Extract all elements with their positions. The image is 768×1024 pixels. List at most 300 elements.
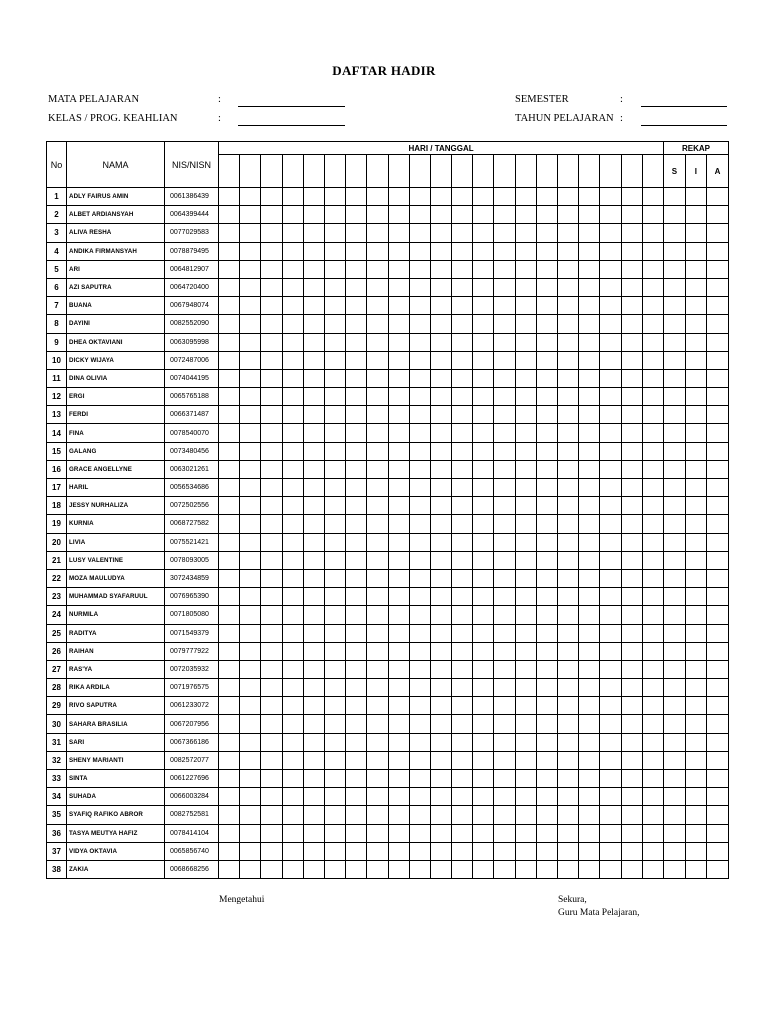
attendance-cell[interactable]: [367, 660, 388, 678]
attendance-cell[interactable]: [219, 206, 240, 224]
attendance-cell[interactable]: [515, 660, 536, 678]
rekap-cell[interactable]: [707, 406, 729, 424]
attendance-cell[interactable]: [261, 806, 282, 824]
attendance-cell[interactable]: [388, 842, 409, 860]
attendance-cell[interactable]: [558, 278, 579, 296]
rekap-cell[interactable]: [685, 206, 707, 224]
day-header-cell[interactable]: [642, 155, 663, 188]
attendance-cell[interactable]: [388, 770, 409, 788]
attendance-cell[interactable]: [452, 315, 473, 333]
attendance-cell[interactable]: [579, 224, 600, 242]
attendance-cell[interactable]: [430, 860, 451, 878]
attendance-cell[interactable]: [452, 770, 473, 788]
rekap-cell[interactable]: [707, 460, 729, 478]
attendance-cell[interactable]: [324, 770, 345, 788]
attendance-cell[interactable]: [600, 224, 621, 242]
attendance-cell[interactable]: [219, 442, 240, 460]
attendance-cell[interactable]: [473, 424, 494, 442]
attendance-cell[interactable]: [303, 369, 324, 387]
attendance-cell[interactable]: [642, 660, 663, 678]
attendance-cell[interactable]: [388, 369, 409, 387]
attendance-cell[interactable]: [642, 788, 663, 806]
rekap-cell[interactable]: [707, 206, 729, 224]
attendance-cell[interactable]: [473, 715, 494, 733]
attendance-cell[interactable]: [536, 260, 557, 278]
attendance-cell[interactable]: [452, 497, 473, 515]
rekap-cell[interactable]: [707, 278, 729, 296]
attendance-cell[interactable]: [219, 606, 240, 624]
attendance-cell[interactable]: [430, 642, 451, 660]
attendance-cell[interactable]: [579, 751, 600, 769]
attendance-cell[interactable]: [324, 806, 345, 824]
attendance-cell[interactable]: [642, 606, 663, 624]
attendance-cell[interactable]: [494, 606, 515, 624]
attendance-cell[interactable]: [473, 442, 494, 460]
attendance-cell[interactable]: [346, 406, 367, 424]
rekap-cell[interactable]: [685, 660, 707, 678]
attendance-cell[interactable]: [600, 497, 621, 515]
attendance-cell[interactable]: [579, 842, 600, 860]
attendance-cell[interactable]: [430, 388, 451, 406]
rekap-cell[interactable]: [664, 224, 686, 242]
rekap-cell[interactable]: [664, 278, 686, 296]
attendance-cell[interactable]: [219, 497, 240, 515]
attendance-cell[interactable]: [303, 515, 324, 533]
attendance-cell[interactable]: [282, 260, 303, 278]
attendance-cell[interactable]: [452, 642, 473, 660]
attendance-cell[interactable]: [600, 388, 621, 406]
attendance-cell[interactable]: [536, 442, 557, 460]
attendance-cell[interactable]: [430, 460, 451, 478]
attendance-cell[interactable]: [494, 860, 515, 878]
attendance-cell[interactable]: [388, 588, 409, 606]
rekap-cell[interactable]: [664, 824, 686, 842]
attendance-cell[interactable]: [452, 679, 473, 697]
attendance-cell[interactable]: [452, 278, 473, 296]
attendance-cell[interactable]: [621, 788, 642, 806]
attendance-cell[interactable]: [642, 770, 663, 788]
attendance-cell[interactable]: [600, 297, 621, 315]
attendance-cell[interactable]: [579, 424, 600, 442]
rekap-cell[interactable]: [707, 606, 729, 624]
attendance-cell[interactable]: [536, 660, 557, 678]
attendance-cell[interactable]: [515, 333, 536, 351]
attendance-cell[interactable]: [240, 824, 261, 842]
attendance-cell[interactable]: [642, 260, 663, 278]
attendance-cell[interactable]: [261, 788, 282, 806]
attendance-cell[interactable]: [388, 624, 409, 642]
attendance-cell[interactable]: [282, 842, 303, 860]
rekap-cell[interactable]: [685, 242, 707, 260]
attendance-cell[interactable]: [473, 260, 494, 278]
attendance-cell[interactable]: [621, 206, 642, 224]
attendance-cell[interactable]: [515, 806, 536, 824]
attendance-cell[interactable]: [303, 406, 324, 424]
attendance-cell[interactable]: [282, 733, 303, 751]
rekap-cell[interactable]: [707, 569, 729, 587]
attendance-cell[interactable]: [600, 588, 621, 606]
rekap-cell[interactable]: [685, 351, 707, 369]
attendance-cell[interactable]: [324, 260, 345, 278]
attendance-cell[interactable]: [346, 533, 367, 551]
attendance-cell[interactable]: [388, 479, 409, 497]
attendance-cell[interactable]: [642, 406, 663, 424]
attendance-cell[interactable]: [579, 515, 600, 533]
attendance-cell[interactable]: [558, 569, 579, 587]
attendance-cell[interactable]: [473, 660, 494, 678]
attendance-cell[interactable]: [600, 788, 621, 806]
attendance-cell[interactable]: [388, 824, 409, 842]
attendance-cell[interactable]: [346, 333, 367, 351]
rekap-cell[interactable]: [664, 569, 686, 587]
attendance-cell[interactable]: [430, 624, 451, 642]
attendance-cell[interactable]: [473, 351, 494, 369]
rekap-cell[interactable]: [664, 206, 686, 224]
attendance-cell[interactable]: [600, 697, 621, 715]
attendance-cell[interactable]: [346, 479, 367, 497]
attendance-cell[interactable]: [303, 733, 324, 751]
attendance-cell[interactable]: [494, 806, 515, 824]
rekap-cell[interactable]: [664, 842, 686, 860]
attendance-cell[interactable]: [515, 479, 536, 497]
attendance-cell[interactable]: [346, 206, 367, 224]
attendance-cell[interactable]: [452, 442, 473, 460]
attendance-cell[interactable]: [282, 242, 303, 260]
rekap-cell[interactable]: [707, 715, 729, 733]
rekap-cell[interactable]: [685, 278, 707, 296]
attendance-cell[interactable]: [430, 406, 451, 424]
attendance-cell[interactable]: [303, 206, 324, 224]
attendance-cell[interactable]: [324, 515, 345, 533]
attendance-cell[interactable]: [494, 751, 515, 769]
attendance-cell[interactable]: [282, 697, 303, 715]
attendance-cell[interactable]: [558, 388, 579, 406]
attendance-cell[interactable]: [388, 860, 409, 878]
attendance-cell[interactable]: [536, 278, 557, 296]
attendance-cell[interactable]: [600, 606, 621, 624]
day-header-cell[interactable]: [600, 155, 621, 188]
attendance-cell[interactable]: [240, 188, 261, 206]
attendance-cell[interactable]: [621, 751, 642, 769]
attendance-cell[interactable]: [282, 479, 303, 497]
rekap-cell[interactable]: [707, 333, 729, 351]
attendance-cell[interactable]: [430, 188, 451, 206]
attendance-cell[interactable]: [473, 551, 494, 569]
attendance-cell[interactable]: [409, 642, 430, 660]
attendance-cell[interactable]: [219, 679, 240, 697]
attendance-cell[interactable]: [240, 278, 261, 296]
attendance-cell[interactable]: [303, 679, 324, 697]
attendance-cell[interactable]: [409, 715, 430, 733]
attendance-cell[interactable]: [642, 715, 663, 733]
attendance-cell[interactable]: [430, 424, 451, 442]
attendance-cell[interactable]: [261, 460, 282, 478]
attendance-cell[interactable]: [240, 497, 261, 515]
attendance-cell[interactable]: [579, 260, 600, 278]
rekap-cell[interactable]: [707, 697, 729, 715]
rekap-cell[interactable]: [664, 479, 686, 497]
attendance-cell[interactable]: [388, 733, 409, 751]
attendance-cell[interactable]: [473, 206, 494, 224]
attendance-cell[interactable]: [600, 751, 621, 769]
attendance-cell[interactable]: [515, 297, 536, 315]
attendance-cell[interactable]: [642, 515, 663, 533]
attendance-cell[interactable]: [558, 788, 579, 806]
attendance-cell[interactable]: [367, 788, 388, 806]
day-header-cell[interactable]: [621, 155, 642, 188]
attendance-cell[interactable]: [515, 278, 536, 296]
attendance-cell[interactable]: [558, 551, 579, 569]
attendance-cell[interactable]: [558, 860, 579, 878]
attendance-cell[interactable]: [515, 515, 536, 533]
attendance-cell[interactable]: [600, 715, 621, 733]
attendance-cell[interactable]: [430, 315, 451, 333]
attendance-cell[interactable]: [219, 770, 240, 788]
attendance-cell[interactable]: [494, 406, 515, 424]
attendance-cell[interactable]: [579, 442, 600, 460]
attendance-cell[interactable]: [219, 715, 240, 733]
attendance-cell[interactable]: [430, 751, 451, 769]
attendance-cell[interactable]: [409, 460, 430, 478]
attendance-cell[interactable]: [600, 242, 621, 260]
attendance-cell[interactable]: [367, 715, 388, 733]
attendance-cell[interactable]: [240, 479, 261, 497]
attendance-cell[interactable]: [473, 860, 494, 878]
attendance-cell[interactable]: [642, 642, 663, 660]
attendance-cell[interactable]: [536, 715, 557, 733]
day-header-cell[interactable]: [430, 155, 451, 188]
rekap-cell[interactable]: [685, 733, 707, 751]
attendance-cell[interactable]: [430, 333, 451, 351]
attendance-cell[interactable]: [346, 733, 367, 751]
attendance-cell[interactable]: [473, 242, 494, 260]
attendance-cell[interactable]: [240, 842, 261, 860]
attendance-cell[interactable]: [579, 479, 600, 497]
attendance-cell[interactable]: [261, 679, 282, 697]
day-header-cell[interactable]: [240, 155, 261, 188]
attendance-cell[interactable]: [346, 679, 367, 697]
attendance-cell[interactable]: [219, 642, 240, 660]
attendance-cell[interactable]: [621, 297, 642, 315]
attendance-cell[interactable]: [261, 351, 282, 369]
attendance-cell[interactable]: [579, 679, 600, 697]
attendance-cell[interactable]: [324, 733, 345, 751]
attendance-cell[interactable]: [579, 333, 600, 351]
rekap-cell[interactable]: [664, 660, 686, 678]
attendance-cell[interactable]: [430, 588, 451, 606]
attendance-cell[interactable]: [558, 351, 579, 369]
attendance-cell[interactable]: [261, 260, 282, 278]
attendance-cell[interactable]: [536, 533, 557, 551]
attendance-cell[interactable]: [303, 188, 324, 206]
rekap-cell[interactable]: [664, 460, 686, 478]
attendance-cell[interactable]: [430, 806, 451, 824]
attendance-cell[interactable]: [346, 660, 367, 678]
attendance-cell[interactable]: [219, 860, 240, 878]
attendance-cell[interactable]: [388, 278, 409, 296]
attendance-cell[interactable]: [240, 588, 261, 606]
attendance-cell[interactable]: [240, 242, 261, 260]
attendance-cell[interactable]: [219, 333, 240, 351]
attendance-cell[interactable]: [536, 551, 557, 569]
attendance-cell[interactable]: [600, 679, 621, 697]
attendance-cell[interactable]: [536, 588, 557, 606]
attendance-cell[interactable]: [282, 715, 303, 733]
rekap-cell[interactable]: [685, 406, 707, 424]
attendance-cell[interactable]: [261, 297, 282, 315]
attendance-cell[interactable]: [409, 479, 430, 497]
attendance-cell[interactable]: [409, 533, 430, 551]
attendance-cell[interactable]: [579, 715, 600, 733]
rekap-cell[interactable]: [685, 369, 707, 387]
attendance-cell[interactable]: [240, 206, 261, 224]
attendance-cell[interactable]: [430, 551, 451, 569]
attendance-cell[interactable]: [452, 388, 473, 406]
attendance-cell[interactable]: [219, 842, 240, 860]
attendance-cell[interactable]: [473, 388, 494, 406]
day-header-cell[interactable]: [452, 155, 473, 188]
attendance-cell[interactable]: [409, 860, 430, 878]
attendance-cell[interactable]: [473, 770, 494, 788]
attendance-cell[interactable]: [473, 278, 494, 296]
attendance-cell[interactable]: [600, 442, 621, 460]
rekap-cell[interactable]: [685, 533, 707, 551]
attendance-cell[interactable]: [515, 788, 536, 806]
attendance-cell[interactable]: [473, 315, 494, 333]
attendance-cell[interactable]: [388, 406, 409, 424]
attendance-cell[interactable]: [388, 569, 409, 587]
attendance-cell[interactable]: [219, 278, 240, 296]
attendance-cell[interactable]: [240, 260, 261, 278]
attendance-cell[interactable]: [558, 588, 579, 606]
rekap-cell[interactable]: [707, 442, 729, 460]
attendance-cell[interactable]: [282, 388, 303, 406]
attendance-cell[interactable]: [642, 824, 663, 842]
rekap-cell[interactable]: [707, 788, 729, 806]
attendance-cell[interactable]: [367, 733, 388, 751]
attendance-cell[interactable]: [536, 842, 557, 860]
day-header-cell[interactable]: [579, 155, 600, 188]
attendance-cell[interactable]: [600, 460, 621, 478]
semester-field[interactable]: [641, 106, 727, 107]
attendance-cell[interactable]: [515, 569, 536, 587]
attendance-cell[interactable]: [303, 460, 324, 478]
rekap-cell[interactable]: [685, 588, 707, 606]
rekap-cell[interactable]: [707, 551, 729, 569]
attendance-cell[interactable]: [621, 515, 642, 533]
attendance-cell[interactable]: [642, 333, 663, 351]
attendance-cell[interactable]: [494, 278, 515, 296]
attendance-cell[interactable]: [219, 569, 240, 587]
attendance-cell[interactable]: [219, 788, 240, 806]
attendance-cell[interactable]: [536, 406, 557, 424]
attendance-cell[interactable]: [324, 424, 345, 442]
attendance-cell[interactable]: [324, 824, 345, 842]
attendance-cell[interactable]: [452, 460, 473, 478]
attendance-cell[interactable]: [282, 278, 303, 296]
attendance-cell[interactable]: [324, 751, 345, 769]
attendance-cell[interactable]: [367, 606, 388, 624]
attendance-cell[interactable]: [600, 806, 621, 824]
attendance-cell[interactable]: [473, 642, 494, 660]
attendance-cell[interactable]: [346, 824, 367, 842]
attendance-cell[interactable]: [452, 533, 473, 551]
attendance-cell[interactable]: [282, 788, 303, 806]
rekap-cell[interactable]: [664, 788, 686, 806]
attendance-cell[interactable]: [600, 406, 621, 424]
attendance-cell[interactable]: [621, 715, 642, 733]
rekap-cell[interactable]: [707, 679, 729, 697]
attendance-cell[interactable]: [558, 206, 579, 224]
attendance-cell[interactable]: [642, 460, 663, 478]
attendance-cell[interactable]: [430, 260, 451, 278]
attendance-cell[interactable]: [219, 824, 240, 842]
attendance-cell[interactable]: [219, 551, 240, 569]
attendance-cell[interactable]: [515, 642, 536, 660]
attendance-cell[interactable]: [388, 260, 409, 278]
attendance-cell[interactable]: [240, 533, 261, 551]
attendance-cell[interactable]: [367, 315, 388, 333]
attendance-cell[interactable]: [600, 860, 621, 878]
attendance-cell[interactable]: [579, 860, 600, 878]
attendance-cell[interactable]: [261, 206, 282, 224]
attendance-cell[interactable]: [473, 842, 494, 860]
attendance-cell[interactable]: [282, 860, 303, 878]
rekap-cell[interactable]: [707, 188, 729, 206]
attendance-cell[interactable]: [282, 824, 303, 842]
attendance-cell[interactable]: [642, 860, 663, 878]
attendance-cell[interactable]: [452, 424, 473, 442]
attendance-cell[interactable]: [303, 479, 324, 497]
attendance-cell[interactable]: [324, 206, 345, 224]
attendance-cell[interactable]: [515, 460, 536, 478]
attendance-cell[interactable]: [409, 606, 430, 624]
attendance-cell[interactable]: [303, 751, 324, 769]
rekap-cell[interactable]: [664, 297, 686, 315]
attendance-cell[interactable]: [346, 315, 367, 333]
attendance-cell[interactable]: [579, 351, 600, 369]
rekap-cell[interactable]: [664, 424, 686, 442]
attendance-cell[interactable]: [346, 388, 367, 406]
attendance-cell[interactable]: [579, 770, 600, 788]
attendance-cell[interactable]: [515, 260, 536, 278]
attendance-cell[interactable]: [558, 515, 579, 533]
attendance-cell[interactable]: [452, 188, 473, 206]
attendance-cell[interactable]: [558, 188, 579, 206]
attendance-cell[interactable]: [621, 479, 642, 497]
attendance-cell[interactable]: [579, 788, 600, 806]
attendance-cell[interactable]: [558, 733, 579, 751]
day-header-cell[interactable]: [219, 155, 240, 188]
attendance-cell[interactable]: [388, 679, 409, 697]
attendance-cell[interactable]: [367, 388, 388, 406]
attendance-cell[interactable]: [303, 278, 324, 296]
attendance-cell[interactable]: [324, 369, 345, 387]
attendance-cell[interactable]: [473, 679, 494, 697]
rekap-cell[interactable]: [664, 860, 686, 878]
day-header-cell[interactable]: [324, 155, 345, 188]
attendance-cell[interactable]: [388, 224, 409, 242]
rekap-cell[interactable]: [707, 260, 729, 278]
attendance-cell[interactable]: [558, 460, 579, 478]
attendance-cell[interactable]: [642, 369, 663, 387]
rekap-cell[interactable]: [685, 788, 707, 806]
attendance-cell[interactable]: [219, 806, 240, 824]
attendance-cell[interactable]: [303, 715, 324, 733]
rekap-cell[interactable]: [685, 806, 707, 824]
attendance-cell[interactable]: [388, 242, 409, 260]
attendance-cell[interactable]: [600, 206, 621, 224]
